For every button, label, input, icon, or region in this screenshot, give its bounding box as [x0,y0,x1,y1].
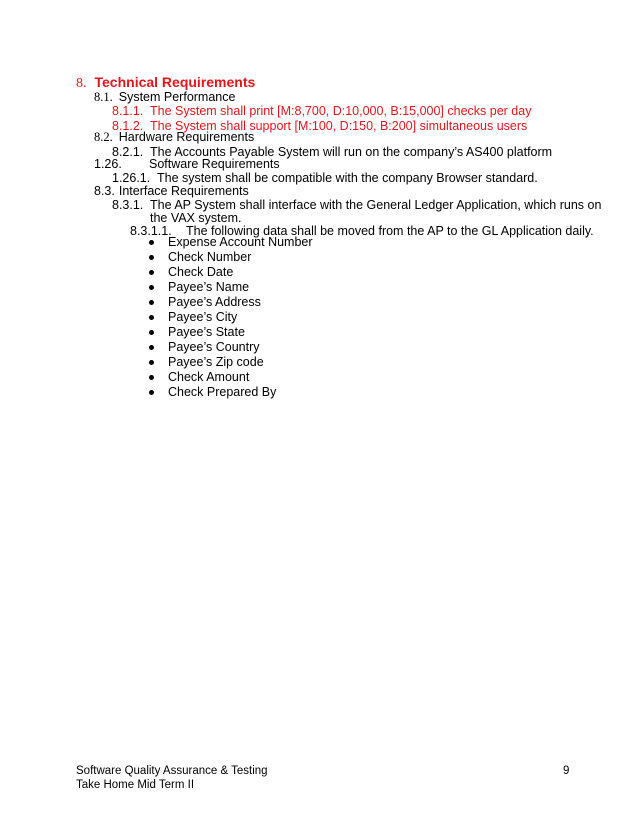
list-item [148,355,313,370]
subsection-number: 8.1. [94,90,113,104]
item-text: The AP System shall interface with the General Ledger Application, which runs on [150,198,602,212]
bullet-icon [149,375,154,380]
list-item-text: Expense Account Number [168,235,313,249]
subsection-title: Software Requirements [149,157,280,171]
bullet-icon [149,240,154,245]
list-item-text: Payee’s State [168,325,245,339]
item-text: The system shall be compatible with the company Browser standard. [157,171,538,185]
subsection-heading-8-1 [94,90,235,105]
item-number: 8.3.1.1. [130,224,172,238]
bullet-icon [149,390,154,395]
item-number: 1.26.1. [112,171,151,185]
subsection-title: System Performance [118,90,236,104]
bullet-icon [149,270,154,275]
bullet-icon [149,345,154,350]
requirement-item-8-3-1-continuation: the VAX system. [150,211,242,225]
list-item-text: Payee’s Address [168,295,261,309]
list-item-text: Check Prepared By [168,385,277,399]
bullet-icon [149,315,154,320]
list-item [148,265,313,280]
list-item [148,250,313,265]
bullet-icon [149,300,154,305]
list-item-text: Payee’s Name [168,280,250,294]
list-item [148,340,313,355]
list-item-text: Payee’s Zip code [168,355,264,369]
item-number: 8.3.1. [112,198,144,212]
item-number: 8.1.1. [112,104,144,118]
bullet-icon [149,360,154,365]
subsection-title: Hardware Requirements [118,130,255,144]
subsection-number: 8.2. [94,130,113,144]
bullet-icon [149,285,154,290]
item-number: 8.2.1. [112,145,144,159]
list-item-text: Payee’s City [168,310,238,324]
subsection-number: 1.26. [94,157,122,171]
list-item [148,235,313,250]
subsection-title: Interface Requirements [118,184,249,198]
data-fields-list [148,235,313,400]
section-title: Technical Requirements [94,74,256,90]
item-text: The following data shall be moved from the AP to the GL Application daily. [186,224,594,238]
list-item-text: Check Amount [168,370,250,384]
list-item [148,370,313,385]
subsection-heading-8-3 [94,184,249,199]
subsection-heading-8-2 [94,130,254,145]
page-footer [76,764,268,792]
item-text: The Accounts Payable System will run on the company’s AS400 platform [150,145,553,159]
list-item [148,295,313,310]
list-item [148,310,313,325]
section-number: 8. [76,76,87,91]
list-item-text: Check Date [168,265,234,279]
item-number: 8.1.2. [112,119,144,133]
footer-document-title: Take Home Mid Term II [76,779,195,791]
list-item [148,385,313,400]
list-item-text: Payee’s Country [168,340,260,354]
page-number: 9 [563,765,570,777]
footer-course-title: Software Quality Assurance & Testing [76,765,268,777]
list-item [148,325,313,340]
bullet-icon [149,255,154,260]
bullet-icon [149,330,154,335]
section-heading [76,75,255,91]
list-item-text: Check Number [168,250,252,264]
item-text: The System shall support [M:100, D:150, B:200] simultaneous users [150,119,528,133]
subsection-heading-1-26 [94,157,280,172]
subsection-number: 8.3. [94,184,115,198]
item-text: The System shall print [M:8,700, D:10,000, B:15,000] checks per day [150,104,532,118]
list-item [148,280,313,295]
requirement-item-8-1-1 [112,104,531,119]
